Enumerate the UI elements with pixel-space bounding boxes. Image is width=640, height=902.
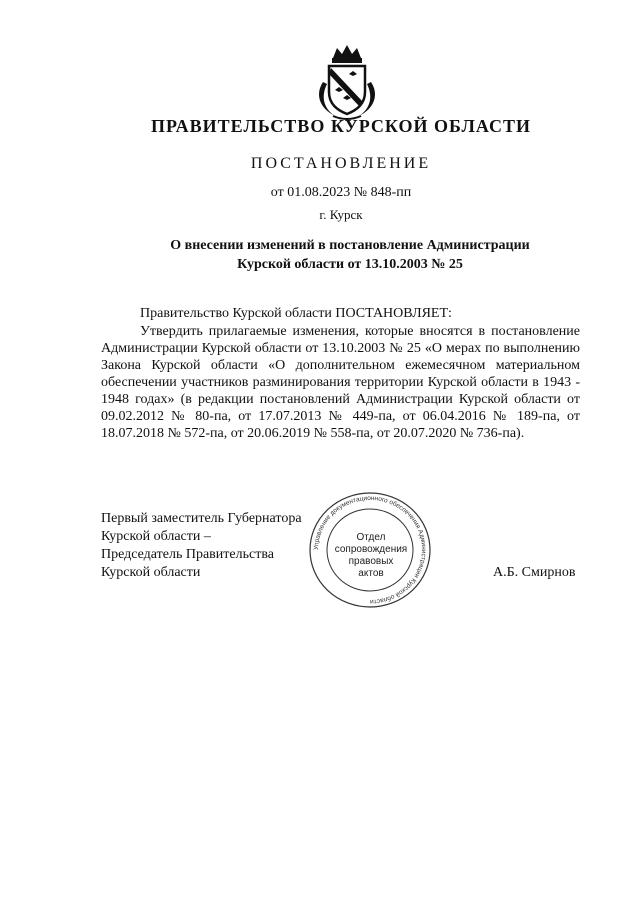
signatory-name: А.Б. Смирнов: [493, 565, 576, 580]
decides-line: Правительство Курской области ПОСТАНОВЛЯЕТ:: [140, 306, 452, 321]
stamp-inner-text: [326, 532, 416, 580]
document-type: ПОСТАНОВЛЕНИЕ: [250, 155, 432, 172]
subject-line-1: О внесении изменений в постановление Администрации: [170, 238, 530, 253]
government-title: ПРАВИТЕЛЬСТВО КУРСКОЙ ОБЛАСТИ: [150, 116, 532, 136]
kursk-coat-of-arms-icon: [313, 42, 381, 122]
document-city: г. Курск: [319, 207, 363, 222]
position-line-2: Курской области –: [101, 529, 211, 544]
stamp-line-2: сопровождения: [334, 544, 408, 555]
stamp-ring-text: Управление документационного обеспечения Администрации Курской области: [312, 494, 428, 606]
stamp-line-3: правовых: [348, 556, 394, 567]
position-line-3: Председатель Правительства: [101, 547, 274, 562]
signatory-position: [101, 510, 302, 582]
subject-line-2: Курской области от 13.10.2003 № 25: [237, 257, 463, 272]
document-date-number: от 01.08.2023 № 848-пп: [270, 185, 412, 200]
stamp-line-4: актов: [358, 568, 384, 579]
position-line-4: Курской области: [101, 565, 201, 580]
position-line-1: Первый заместитель Губернатора: [101, 511, 302, 526]
body-paragraph: Утвердить прилагаемые изменения, которые вносятся в постановление Администрации Курской области от 13.10.2003 № 25 «О мерах по выполнению Закона Курской области «О дополнительном ежемесячном материальном обеспечении участников разминирования территории Курской области в 1943 - 1948 годах» (в редакции постановлений Администрации Курской области от 09.02.2012 № 80-па, от 17.07.2013 № 449-па, от 06.04.2016 № 189-па, от 18.07.2018 № 572-па, от 20.06.2019 № 558-па, от 20.07.2020 № 736-па).: [101, 324, 580, 441]
stamp-line-1: Отдел: [356, 532, 386, 543]
document-subject: [140, 236, 560, 274]
